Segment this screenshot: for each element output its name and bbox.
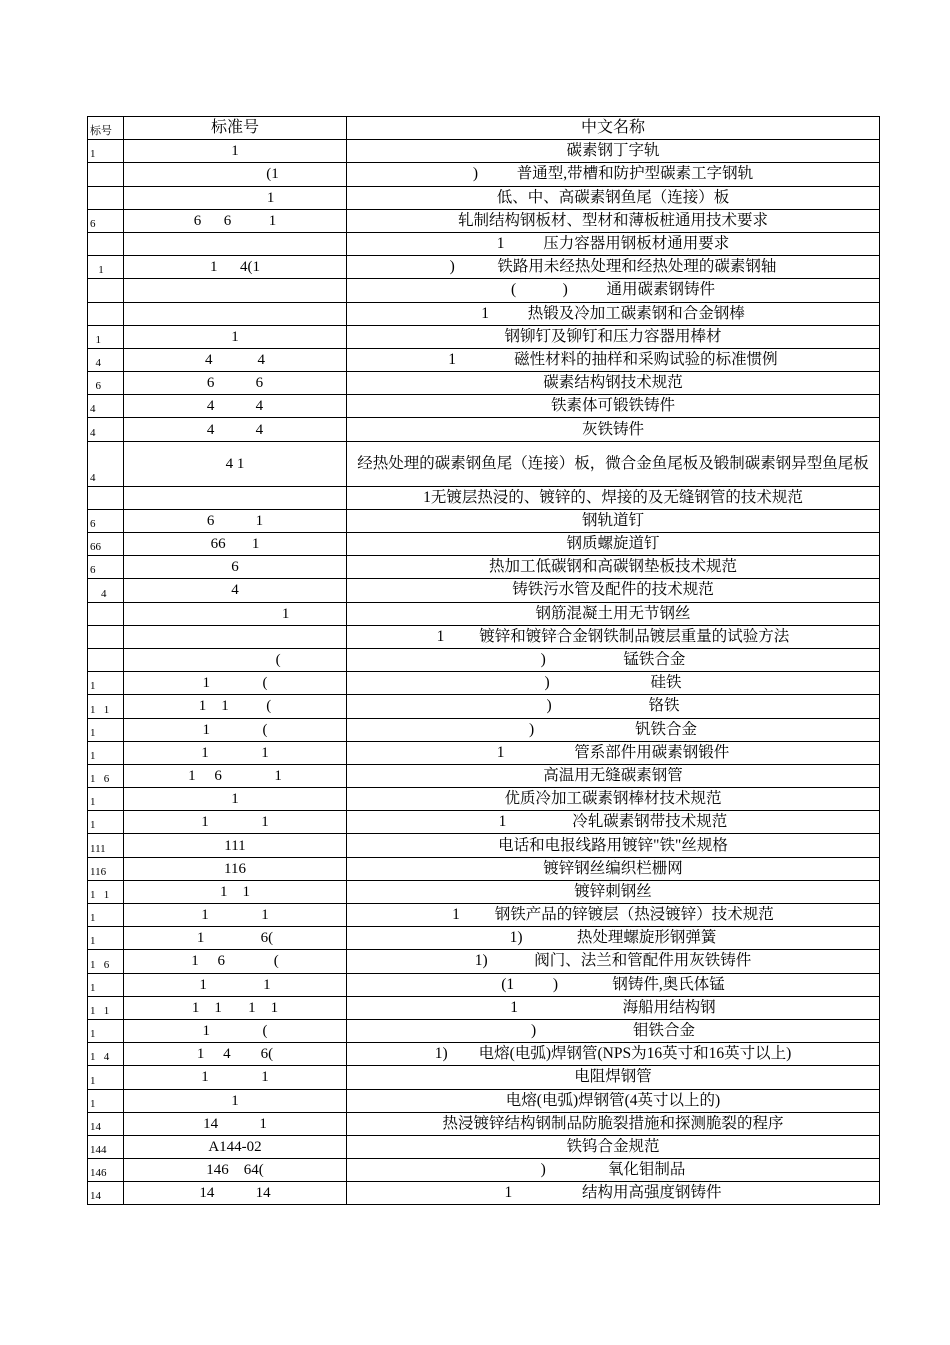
table-row: [88, 672, 880, 695]
cell-standard[interactable]: (1: [124, 163, 347, 186]
cell-index[interactable]: 1: [88, 741, 124, 764]
cell-standard[interactable]: 1: [124, 1089, 347, 1112]
cell-index[interactable]: 1: [88, 927, 124, 950]
cell-name[interactable]: ) 氧化钼制品: [347, 1159, 880, 1182]
cell-name[interactable]: 电阻焊钢管: [347, 1066, 880, 1089]
cell-index[interactable]: 1: [88, 718, 124, 741]
cell-name[interactable]: ) 锰铁合金: [347, 648, 880, 671]
table-row: [88, 372, 880, 395]
table-row: [88, 441, 880, 486]
header-name[interactable]: 中文名称: [347, 117, 880, 140]
cell-name[interactable]: 1) 阀门、法兰和管配件用灰铁铸件: [347, 950, 880, 973]
spreadsheet-sheet: [87, 116, 879, 1205]
cell-index[interactable]: 14: [88, 1182, 124, 1205]
table-row: [88, 418, 880, 441]
cell-standard[interactable]: 1 1 (: [124, 695, 347, 718]
cell-name[interactable]: 铸铁污水管及配件的技术规范: [347, 579, 880, 602]
cell-index[interactable]: 4: [88, 418, 124, 441]
table-row: [88, 950, 880, 973]
cell-name[interactable]: 钢轨道钉: [347, 509, 880, 532]
cell-index[interactable]: [88, 648, 124, 671]
cell-standard[interactable]: 1 1: [124, 741, 347, 764]
cell-index[interactable]: 4: [88, 395, 124, 418]
cell-standard[interactable]: 1 4(1: [124, 256, 347, 279]
cell-name[interactable]: ) 铬铁: [347, 695, 880, 718]
table-row: [88, 834, 880, 857]
cell-standard[interactable]: (: [124, 648, 347, 671]
cell-standard[interactable]: 1 6 1: [124, 764, 347, 787]
cell-name[interactable]: 1 磁性材料的抽样和采购试验的标准惯例: [347, 348, 880, 371]
table-row: [88, 256, 880, 279]
cell-index[interactable]: 1: [88, 904, 124, 927]
header-standard[interactable]: 标准号: [124, 117, 347, 140]
cell-index[interactable]: [88, 486, 124, 509]
cell-name[interactable]: 1 镀锌和镀锌合金钢铁制品镀层重量的试验方法: [347, 625, 880, 648]
cell-index[interactable]: 6: [88, 509, 124, 532]
table-row: [88, 927, 880, 950]
cell-standard[interactable]: 4 4: [124, 418, 347, 441]
cell-index[interactable]: 6: [88, 209, 124, 232]
cell-index[interactable]: 1: [88, 973, 124, 996]
table-row: [88, 857, 880, 880]
cell-index[interactable]: [88, 279, 124, 302]
table-row: [88, 140, 880, 163]
cell-standard[interactable]: 4 1: [124, 441, 347, 486]
cell-index[interactable]: 1: [88, 1089, 124, 1112]
table-row: [88, 625, 880, 648]
cell-standard[interactable]: 1 6 (: [124, 950, 347, 973]
table-row: [88, 1043, 880, 1066]
table-row: [88, 811, 880, 834]
cell-standard[interactable]: 1: [124, 186, 347, 209]
cell-index[interactable]: 1: [88, 788, 124, 811]
cell-name[interactable]: ) 铁路用未经热处理和经热处理的碳素钢轴: [347, 256, 880, 279]
cell-index[interactable]: 14: [88, 1112, 124, 1135]
cell-name[interactable]: 轧制结构钢板材、型材和薄板桩通用技术要求: [347, 209, 880, 232]
table-row: [88, 973, 880, 996]
table-row: [88, 348, 880, 371]
table-row: [88, 186, 880, 209]
cell-standard[interactable]: 1: [124, 788, 347, 811]
table-row: [88, 509, 880, 532]
cell-name[interactable]: 1 压力容器用钢板材通用要求: [347, 232, 880, 255]
cell-name[interactable]: 镀锌钢丝编织栏栅网: [347, 857, 880, 880]
cell-index[interactable]: [88, 302, 124, 325]
cell-name[interactable]: 1) 热处理螺旋形钢弹簧: [347, 927, 880, 950]
cell-standard[interactable]: [124, 232, 347, 255]
cell-index[interactable]: 1: [88, 1019, 124, 1042]
cell-name[interactable]: 1 热锻及冷加工碳素钢和合金钢棒: [347, 302, 880, 325]
table-row: [88, 486, 880, 509]
table-row: [88, 741, 880, 764]
cell-name[interactable]: 热加工低碳钢和高碳钢垫板技术规范: [347, 556, 880, 579]
cell-standard[interactable]: 4: [124, 579, 347, 602]
cell-name[interactable]: ) 钒铁合金: [347, 718, 880, 741]
table-row: [88, 1112, 880, 1135]
cell-name[interactable]: 1 海船用结构钢: [347, 996, 880, 1019]
table-row: [88, 602, 880, 625]
cell-standard[interactable]: 111: [124, 834, 347, 857]
table-row: [88, 718, 880, 741]
cell-standard[interactable]: 1: [124, 325, 347, 348]
table-row: [88, 556, 880, 579]
cell-standard[interactable]: 116: [124, 857, 347, 880]
cell-index[interactable]: [88, 602, 124, 625]
table-row: [88, 996, 880, 1019]
cell-name[interactable]: 高温用无缝碳素钢管: [347, 764, 880, 787]
cell-standard[interactable]: 14 1: [124, 1112, 347, 1135]
cell-index[interactable]: 66: [88, 533, 124, 556]
cell-name[interactable]: 电话和电报线路用镀锌"铁"丝规格: [347, 834, 880, 857]
table-row: [88, 533, 880, 556]
cell-standard[interactable]: 1 1: [124, 1066, 347, 1089]
cell-standard[interactable]: 1: [124, 140, 347, 163]
cell-index[interactable]: 1: [88, 672, 124, 695]
cell-index[interactable]: 1: [88, 1066, 124, 1089]
table-row: [88, 302, 880, 325]
cell-name[interactable]: 碳素钢丁字轨: [347, 140, 880, 163]
cell-name[interactable]: 低、中、高碳素钢鱼尾（连接）板: [347, 186, 880, 209]
cell-name[interactable]: 灰铁铸件: [347, 418, 880, 441]
cell-standard[interactable]: 1 1: [124, 904, 347, 927]
cell-standard[interactable]: 1 (: [124, 672, 347, 695]
cell-name[interactable]: ) 钼铁合金: [347, 1019, 880, 1042]
cell-index[interactable]: 111: [88, 834, 124, 857]
cell-index[interactable]: 4: [88, 348, 124, 371]
cell-standard[interactable]: [124, 625, 347, 648]
cell-name[interactable]: 钢质螺旋道钉: [347, 533, 880, 556]
cell-name[interactable]: 钢铆钉及铆钉和压力容器用棒材: [347, 325, 880, 348]
cell-index[interactable]: 1: [88, 325, 124, 348]
cell-standard[interactable]: 1 1: [124, 811, 347, 834]
cell-index[interactable]: 4: [88, 441, 124, 486]
cell-standard[interactable]: 4 4: [124, 395, 347, 418]
cell-index[interactable]: 6: [88, 556, 124, 579]
cell-standard[interactable]: [124, 302, 347, 325]
cell-name[interactable]: 铁钨合金规范: [347, 1135, 880, 1158]
cell-name[interactable]: 优质冷加工碳素钢棒材技术规范: [347, 788, 880, 811]
table-row: [88, 232, 880, 255]
cell-standard[interactable]: 1 1 1 1: [124, 996, 347, 1019]
cell-index[interactable]: 144: [88, 1135, 124, 1158]
table-row: [88, 764, 880, 787]
cell-index[interactable]: 1: [88, 256, 124, 279]
cell-index[interactable]: 1 4: [88, 1043, 124, 1066]
table-row: [88, 1089, 880, 1112]
cell-standard[interactable]: 6 6 1: [124, 209, 347, 232]
cell-standard[interactable]: [124, 279, 347, 302]
cell-standard[interactable]: 6: [124, 556, 347, 579]
cell-index[interactable]: 4: [88, 579, 124, 602]
cell-standard[interactable]: 6 6: [124, 372, 347, 395]
cell-name[interactable]: 1) 电熔(电弧)焊钢管(NPS为16英寸和16英寸以上): [347, 1043, 880, 1066]
cell-standard[interactable]: 1 1: [124, 880, 347, 903]
cell-index[interactable]: 1 1: [88, 880, 124, 903]
table-row: [88, 1159, 880, 1182]
cell-standard[interactable]: 6 1: [124, 509, 347, 532]
cell-index[interactable]: [88, 232, 124, 255]
cell-standard[interactable]: 146 64(: [124, 1159, 347, 1182]
table-row: [88, 579, 880, 602]
table-row: [88, 904, 880, 927]
table-row: [88, 1066, 880, 1089]
table-row: [88, 163, 880, 186]
cell-name[interactable]: ( ) 通用碳素钢铸件: [347, 279, 880, 302]
cell-standard[interactable]: 1 1: [124, 973, 347, 996]
cell-standard[interactable]: 14 14: [124, 1182, 347, 1205]
cell-index[interactable]: 1 1: [88, 996, 124, 1019]
table-row: [88, 325, 880, 348]
cell-name[interactable]: 碳素结构钢技术规范: [347, 372, 880, 395]
cell-name[interactable]: 热浸镀锌结构钢制品防脆裂措施和探测脆裂的程序: [347, 1112, 880, 1135]
table-row: [88, 788, 880, 811]
cell-index[interactable]: [88, 163, 124, 186]
cell-standard[interactable]: 1 (: [124, 1019, 347, 1042]
cell-name[interactable]: ) 普通型,带槽和防护型碳素工字钢轨: [347, 163, 880, 186]
table-row: [88, 209, 880, 232]
cell-name[interactable]: 钢筋混凝土用无节钢丝: [347, 602, 880, 625]
cell-standard[interactable]: 1 4 6(: [124, 1043, 347, 1066]
cell-standard[interactable]: 66 1: [124, 533, 347, 556]
cell-name[interactable]: 铁素体可锻铁铸件: [347, 395, 880, 418]
header-index[interactable]: 标号: [88, 117, 124, 140]
cell-name[interactable]: 1 管系部件用碳素钢锻件: [347, 741, 880, 764]
cell-standard[interactable]: 4 4: [124, 348, 347, 371]
table-row: [88, 695, 880, 718]
table-row: [88, 1019, 880, 1042]
table-row: [88, 1135, 880, 1158]
cell-name[interactable]: 1无镀层热浸的、镀锌的、焊接的及无缝钢管的技术规范: [347, 486, 880, 509]
cell-index[interactable]: 1 6: [88, 950, 124, 973]
cell-standard[interactable]: [124, 486, 347, 509]
cell-name[interactable]: 1 钢铁产品的锌镀层（热浸镀锌）技术规范: [347, 904, 880, 927]
cell-index[interactable]: [88, 625, 124, 648]
cell-index[interactable]: 146: [88, 1159, 124, 1182]
cell-name[interactable]: ) 硅铁: [347, 672, 880, 695]
cell-index[interactable]: 1: [88, 140, 124, 163]
standards-table: [87, 116, 880, 1205]
cell-standard[interactable]: A144-02: [124, 1135, 347, 1158]
cell-name[interactable]: (1 ) 钢铸件,奥氏体锰: [347, 973, 880, 996]
cell-standard[interactable]: 1 (: [124, 718, 347, 741]
table-row: [88, 880, 880, 903]
cell-name[interactable]: 1 冷轧碳素钢带技术规范: [347, 811, 880, 834]
cell-name[interactable]: 电熔(电弧)焊钢管(4英寸以上的): [347, 1089, 880, 1112]
cell-index[interactable]: 1: [88, 811, 124, 834]
table-row: [88, 395, 880, 418]
cell-name[interactable]: 经热处理的碳素钢鱼尾（连接）板，微合金鱼尾板及锻制碳素钢异型鱼尾板: [347, 441, 880, 486]
table-header-row: [88, 117, 880, 140]
cell-index[interactable]: 1 6: [88, 764, 124, 787]
cell-index[interactable]: 116: [88, 857, 124, 880]
table-row: [88, 1182, 880, 1205]
cell-standard[interactable]: 1 6(: [124, 927, 347, 950]
cell-name[interactable]: 镀锌刺钢丝: [347, 880, 880, 903]
table-row: [88, 279, 880, 302]
cell-index[interactable]: [88, 186, 124, 209]
cell-index[interactable]: 6: [88, 372, 124, 395]
cell-name[interactable]: 1 结构用高强度钢铸件: [347, 1182, 880, 1205]
cell-index[interactable]: 1 1: [88, 695, 124, 718]
cell-standard[interactable]: 1: [124, 602, 347, 625]
table-row: [88, 648, 880, 671]
